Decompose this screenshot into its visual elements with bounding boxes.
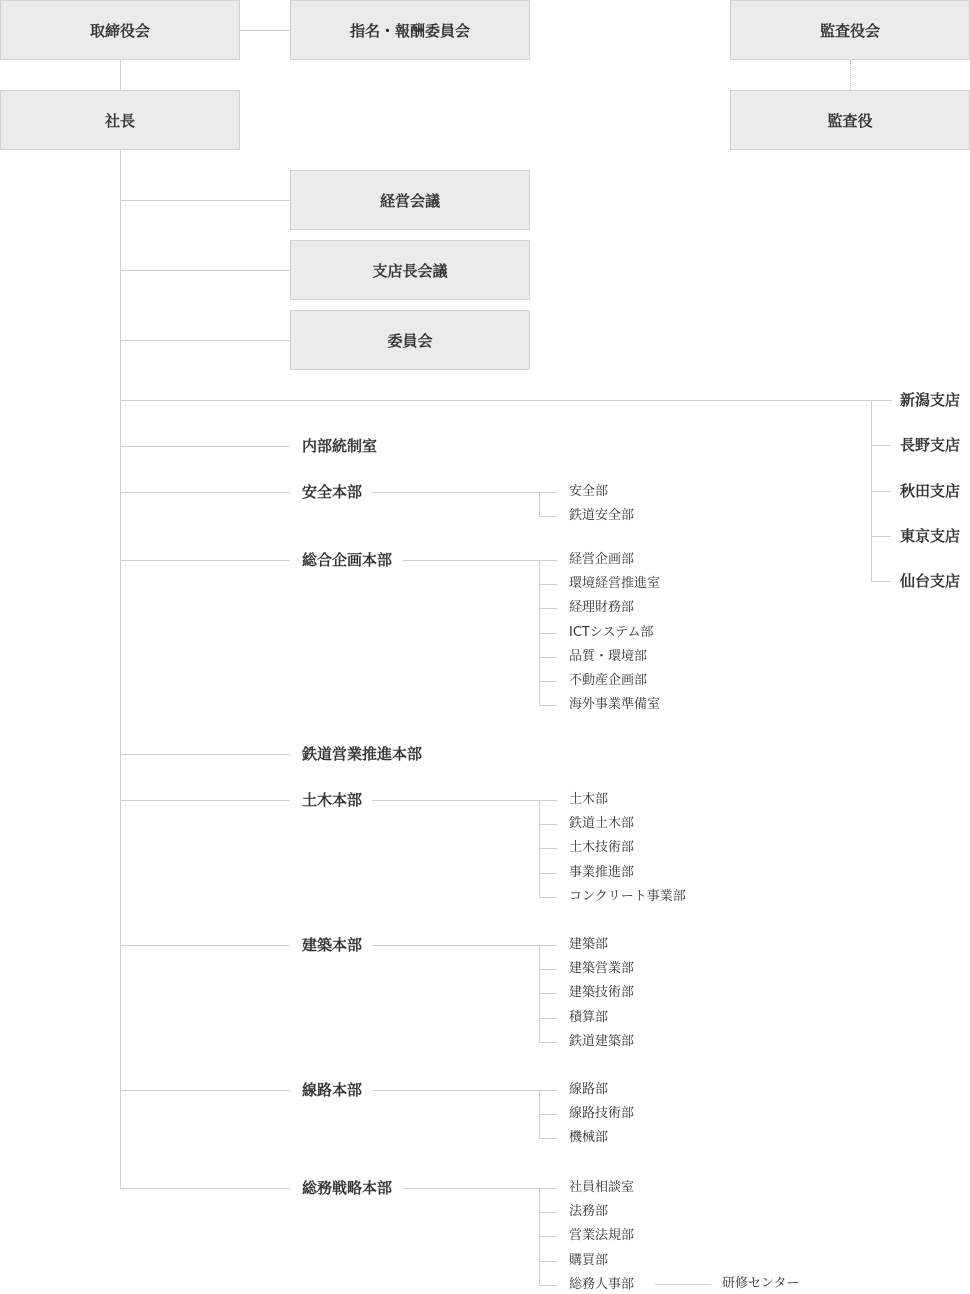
dept-trunk-line (539, 800, 540, 898)
connector-line (539, 1188, 557, 1189)
connector-line (120, 1188, 290, 1189)
department-label: 総務人事部 (569, 1277, 635, 1292)
connector-line (539, 945, 557, 946)
connector-line (120, 60, 121, 90)
connector-line (372, 800, 540, 801)
connector-line (120, 270, 290, 271)
connector-line (120, 754, 290, 755)
department-label: 建築部 (569, 937, 609, 952)
connector-line (539, 800, 557, 801)
department-label: 営業法規部 (569, 1228, 635, 1243)
branch-managers-meeting-box (290, 240, 530, 300)
connector-line (539, 1042, 557, 1043)
department-label: 経営企画部 (569, 552, 635, 567)
audit-dotted-line (850, 60, 851, 90)
training-center: 研修センター (722, 1276, 800, 1291)
branch-akita: 秋田支店 (900, 482, 961, 500)
branch-niigata: 新潟支店 (900, 391, 961, 409)
connector-line (372, 492, 540, 493)
connector-line (655, 1284, 711, 1285)
dept-trunk-line (539, 1188, 540, 1286)
connector-line (539, 705, 557, 706)
internal-control-office: 内部統制室 (302, 437, 378, 455)
connector-line (539, 1018, 557, 1019)
connector-line (539, 1090, 557, 1091)
connector-line (372, 945, 540, 946)
hq-label: 建築本部 (302, 936, 363, 954)
connector-line (120, 1090, 290, 1091)
connector-line (120, 446, 290, 447)
dept-trunk-line (539, 492, 540, 517)
connector-line (539, 516, 557, 517)
connector-line (871, 536, 891, 537)
connector-line (539, 608, 557, 609)
department-label: ICTシステム部 (569, 625, 654, 640)
department-label: 鉄道安全部 (569, 508, 635, 523)
connector-line (539, 1138, 557, 1139)
connector-line (539, 1261, 557, 1262)
management-meeting-box (290, 170, 530, 230)
department-label: 購買部 (569, 1253, 609, 1268)
connector-line (539, 1114, 557, 1115)
connector-line (871, 445, 891, 446)
connector-line (403, 1188, 540, 1189)
connector-line (539, 560, 557, 561)
connector-line (120, 945, 290, 946)
branch-tokyo: 東京支店 (900, 527, 961, 545)
connector-line (120, 340, 290, 341)
meeting-label: 委員会 (387, 331, 433, 350)
department-label: 経理財務部 (569, 600, 635, 615)
department-label: 鉄道建築部 (569, 1034, 635, 1049)
connector-line (120, 800, 290, 801)
department-label: 品質・環境部 (569, 649, 648, 664)
department-label: コンクリート事業部 (569, 889, 686, 904)
connector-line (539, 848, 557, 849)
connector-line (403, 560, 540, 561)
connector-line (539, 1285, 557, 1286)
main-trunk-line (120, 150, 121, 1189)
branch-connector-line (120, 400, 892, 401)
board-box (0, 0, 240, 60)
audit-board-label: 監査役会 (819, 21, 880, 40)
branch-sendai: 仙台支店 (900, 572, 961, 590)
department-label: 法務部 (569, 1204, 609, 1219)
connector-line (539, 492, 557, 493)
connector-line (539, 824, 557, 825)
dept-trunk-line (539, 945, 540, 1043)
connector-line (372, 1090, 540, 1091)
department-label: 土木技術部 (569, 840, 635, 855)
connector-line (120, 560, 290, 561)
connector-line (871, 491, 891, 492)
connector-line (539, 657, 557, 658)
connector-line (120, 200, 290, 201)
auditor-box (730, 90, 970, 150)
president-label: 社長 (104, 111, 135, 130)
connector-line (539, 681, 557, 682)
department-label: 線路技術部 (569, 1106, 635, 1121)
auditor-label: 監査役 (827, 111, 873, 130)
meeting-label: 経営会議 (379, 191, 440, 210)
department-label: 建築技術部 (569, 985, 635, 1000)
department-label: 鉄道土木部 (569, 816, 635, 831)
department-label: 海外事業準備室 (569, 697, 661, 712)
connector-line (539, 897, 557, 898)
hq-label: 安全本部 (302, 483, 363, 501)
department-label: 土木部 (569, 792, 609, 807)
connector-line (539, 1236, 557, 1237)
hq-label: 総合企画本部 (302, 551, 393, 569)
department-label: 線路部 (569, 1082, 609, 1097)
hq-label: 総務戦略本部 (302, 1179, 393, 1197)
rail-sales-hq: 鉄道営業推進本部 (302, 745, 423, 763)
branch-nagano: 長野支店 (900, 436, 961, 454)
connector-line (240, 30, 290, 31)
hq-label: 土木本部 (302, 791, 363, 809)
connector-line (539, 993, 557, 994)
audit-board-box (730, 0, 970, 60)
department-label: 社員相談室 (569, 1180, 635, 1195)
hq-label: 線路本部 (302, 1081, 363, 1099)
connector-line (539, 873, 557, 874)
connector-line (539, 1212, 557, 1213)
nomination-committee-label: 指名・報酬委員会 (349, 21, 470, 40)
department-label: 安全部 (569, 484, 609, 499)
president-box (0, 90, 240, 150)
nomination-committee-box (290, 0, 530, 60)
department-label: 事業推進部 (569, 865, 635, 880)
department-label: 環境経営推進室 (569, 576, 661, 591)
connector-line (120, 492, 290, 493)
connector-line (539, 633, 557, 634)
department-label: 機械部 (569, 1130, 609, 1145)
committee-box (290, 310, 530, 370)
board-label: 取締役会 (89, 21, 150, 40)
department-label: 建築営業部 (569, 961, 635, 976)
connector-line (539, 584, 557, 585)
meeting-label: 支店長会議 (372, 261, 448, 280)
connector-line (539, 969, 557, 970)
department-label: 不動産企画部 (569, 673, 648, 688)
department-label: 積算部 (569, 1010, 609, 1025)
connector-line (871, 581, 891, 582)
